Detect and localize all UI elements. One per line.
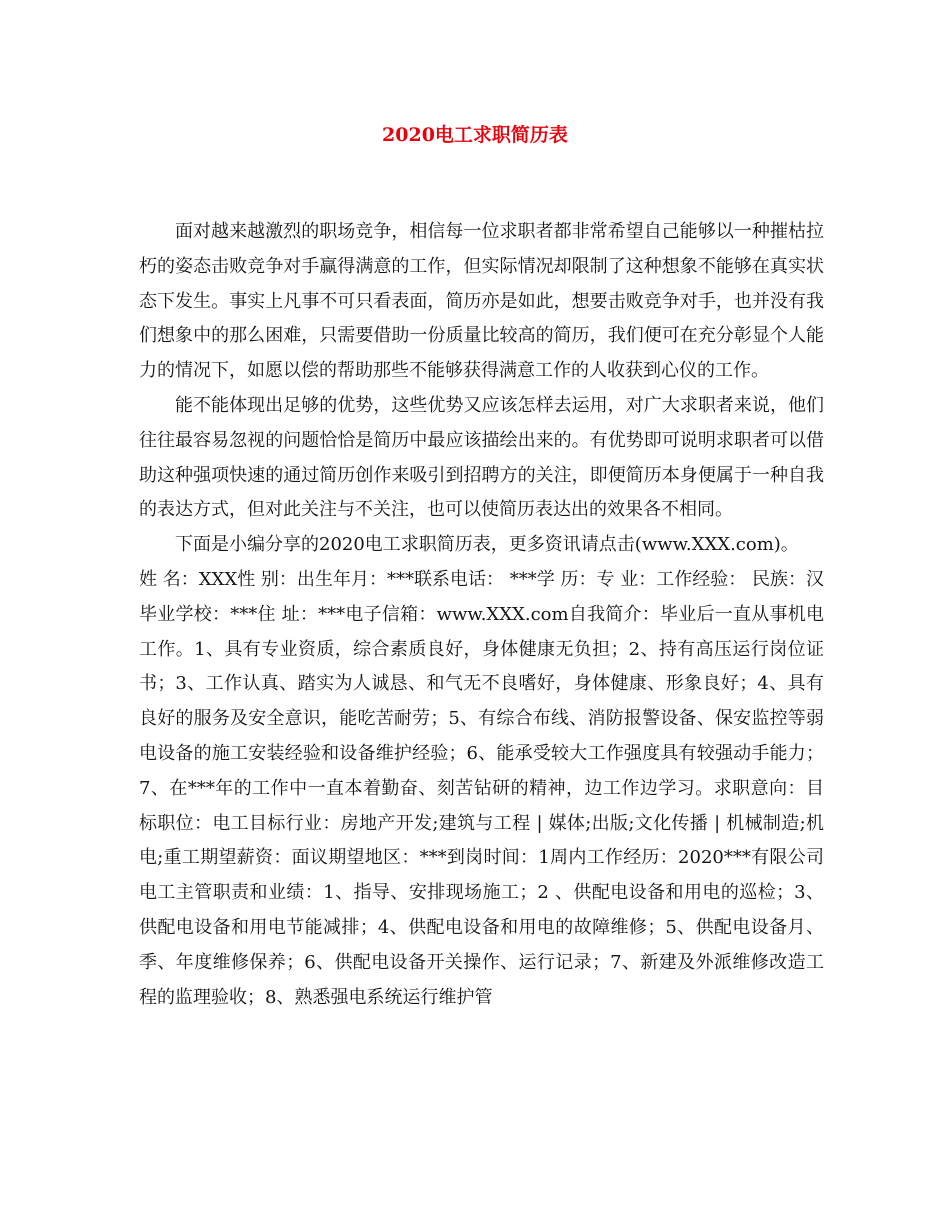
share-paragraph: 下面是小编分享的2020电工求职简历表，更多资讯请点击(www.XXX.com)。 xyxy=(175,534,799,556)
document-body xyxy=(139,215,824,1015)
resume-content: 姓 名：XXX性 别：出生年月：***联系电话： ***学 历：专 业：工作经验： 民族：汉毕业学校：***住 址：***电子信箱：www.XXX.com自我简介：毕业后一直从事机电工作。1、具有专业资质，综合素质良好，身体健康无负担；2、持有高压运行岗位证书；3、工作认真、踏实为人诚恳、和气无不良嗜好，身体健康、形象良好；4、具有良好的服务及安全意识，能吃苦耐劳；5、有综合布线、消防报警设备、保安监控等弱电设备的施工安装经验和设备维护经验；6、能承受较大工作强度具有较强动手能力；7、在***年的工作中一直本着勤奋、刻苦钻研的精神，边工作边学习。求职意向：目标职位：电工目标行业：房地产开发;建筑与工程 | 媒体;出版;文化传播 | 机械制造;机电;重工期望薪资：面议期望地区：***到岗时间：1周内工作经历：2020***有限公司 电工主管职责和业绩：1、指导、安排现场施工；2 、供配电设备和用电的巡检；3、供配电设备和用电节能减排；4、供配电设备和用电的故障维修；5、供配电设备月、季、年度维修保养；6、供配电设备开关操作、运行记录；7、新建及外派维修改造工程的监理验收；8、熟悉强电系统运行维护管 xyxy=(139,568,824,1008)
document-title: 2020电工求职简历表 xyxy=(382,124,568,146)
advantage-paragraph: 能不能体现出足够的优势，这些优势又应该怎样去运用，对广大求职者来说，他们往往最容易忽视的问题恰恰是简历中最应该描绘出来的。有优势即可说明求职者可以借助这种强项快速的通过简历创作来吸引到招聘方的关注，即便简历本身便属于一种自我的表达方式，但对此关注与不关注，也可以使简历表达出的效果各不相同。 xyxy=(139,394,824,521)
intro-paragraph: 面对越来越激烈的职场竞争，相信每一位求职者都非常希望自己能够以一种摧枯拉朽的姿态击败竞争对手赢得满意的工作，但实际情况却限制了这种想象不能够在真实状态下发生。事实上凡事不可只看表面，简历亦是如此，想要击败竞争对手，也并没有我们想象中的那么困难，只需要借助一份质量比较高的简历，我们便可在充分彰显个人能力的情况下，如愿以偿的帮助那些不能够获得满意工作的人收获到心仪的工作。 xyxy=(139,221,824,382)
